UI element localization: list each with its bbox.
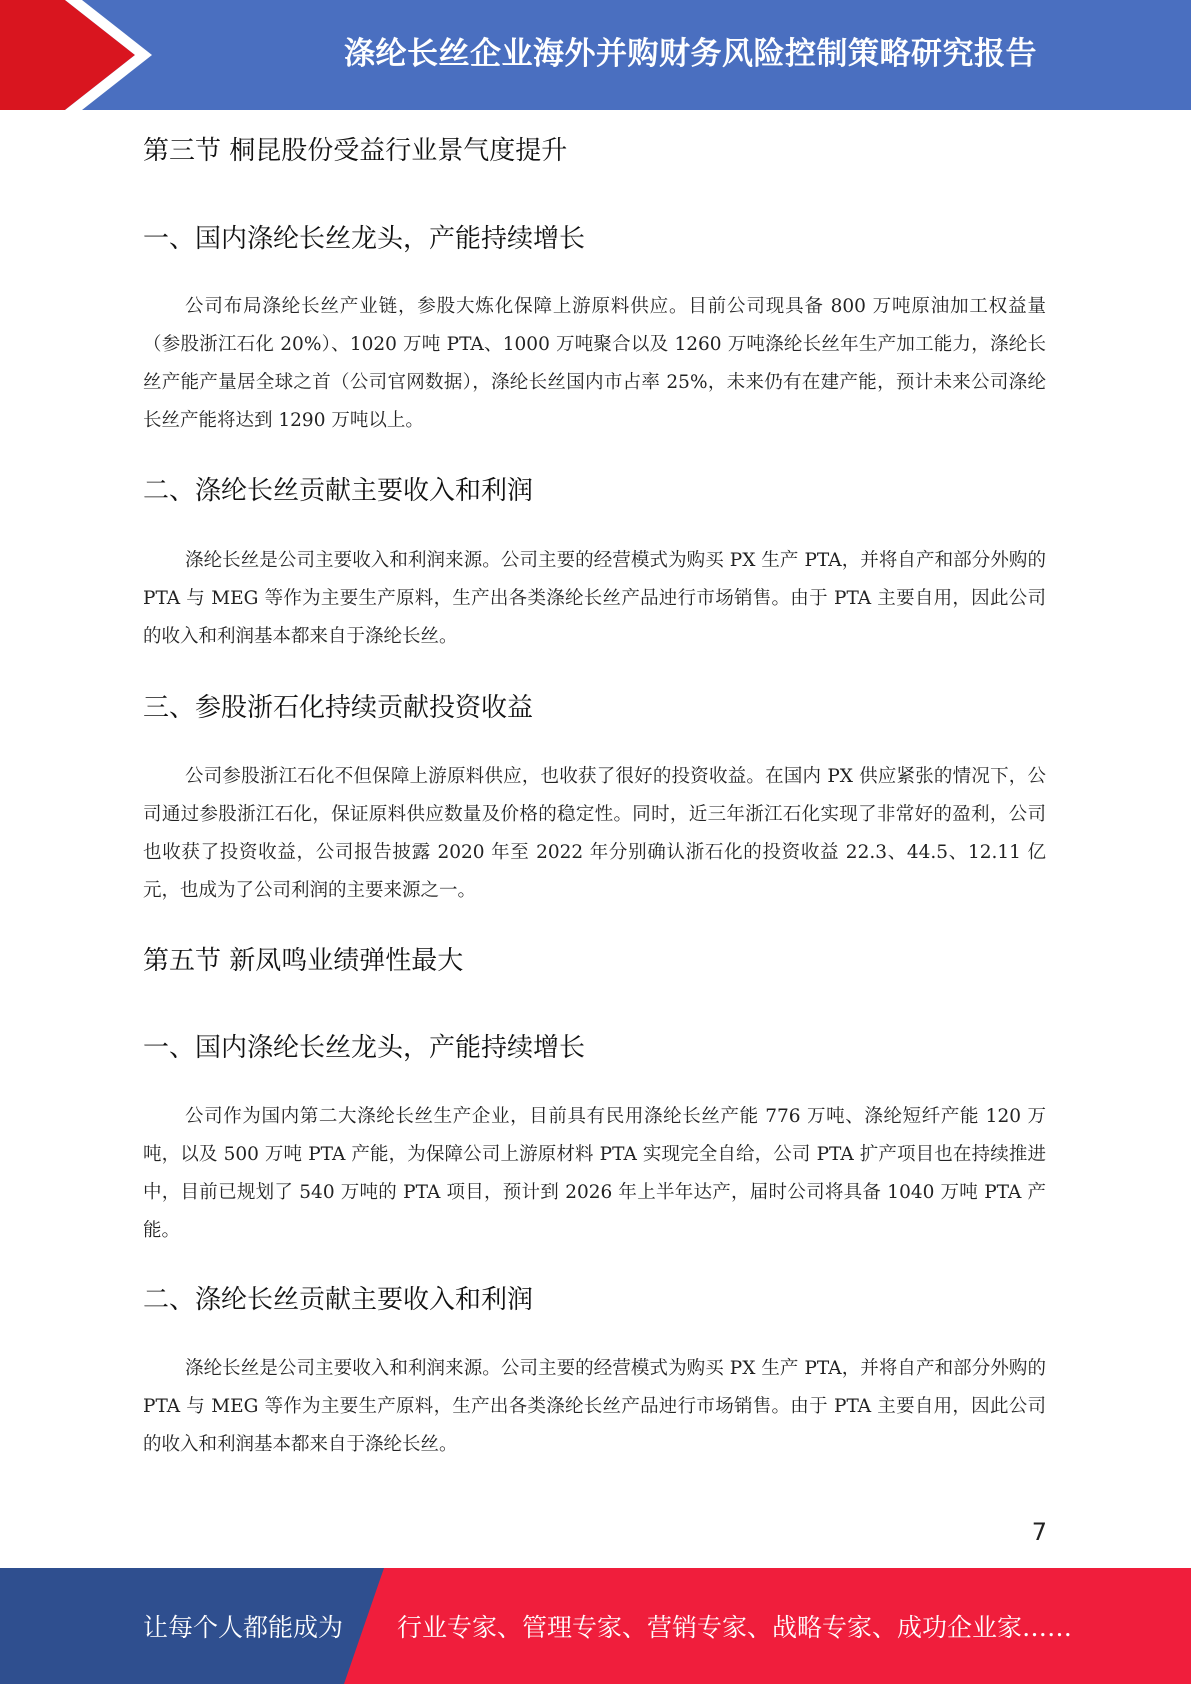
section-heading: 第五节 新凤鸣业绩弹性最大 <box>143 946 464 976</box>
body-paragraph: 公司参股浙江石化不但保障上游原料供应，也收获了很好的投资收益。在国内 PX 供应紧张的情况下，公司通过参股浙江石化，保证原料供应数量及价格的稳定性。同时，近三年浙江石化实现了非常好的盈利，公司也收获了投资收益，公司报告披露 2020 年至 2022 年分别确认浙石化的投资收益 22.3、44.5、12.11 亿元，也成为了公司利润的主要来源之一。 <box>143 766 1046 901</box>
subsection-heading: 二、涤纶长丝贡献主要收入和利润 <box>143 476 534 506</box>
subsection-heading: 二、涤纶长丝贡献主要收入和利润 <box>143 1285 534 1315</box>
body-paragraph: 公司布局涤纶长丝产业链，参股大炼化保障上游原料供应。目前公司现具备 800 万吨原油加工权益量（参股浙江石化 20%）、1020 万吨 PTA、1000 万吨聚合以及 1260 万吨涤纶长丝年生产加工能力，涤纶长丝产能产量居全球之首（公司官网数据），涤纶长丝国内市占率 25%，未来仍有在建产能，预计未来公司涤纶长丝产能将达到 1290 万吨以上。 <box>143 296 1046 431</box>
footer-slogan-left: 让每个人都能成为 <box>143 1613 344 1642</box>
body-paragraph: 涤纶长丝是公司主要收入和利润来源。公司主要的经营模式为购买 PX 生产 PTA，并将自产和部分外购的 PTA 与 MEG 等作为主要生产原料，生产出各类涤纶长丝产品迚行市场销售。由于 PTA 主要自用，因此公司的收入和利润基本都来自于涤纶长丝。 <box>143 550 1046 647</box>
body-paragraph: 涤纶长丝是公司主要收入和利润来源。公司主要的经营模式为购买 PX 生产 PTA，并将自产和部分外购的 PTA 与 MEG 等作为主要生产原料，生产出各类涤纶长丝产品迚行市场销售。由于 PTA 主要自用，因此公司的收入和利润基本都来自于涤纶长丝。 <box>143 1358 1046 1455</box>
body-paragraph: 公司作为国内第二大涤纶长丝生产企业，目前具有民用涤纶长丝产能 776 万吨、涤纶短纤产能 120 万吨，以及 500 万吨 PTA 产能，为保障公司上游原材料 PTA 实现完全自给，公司 PTA 扩产项目也在持续推进中，目前已规划了 540 万吨的 PTA 项目，预计到 2026 年上半年达产，届时公司将具备 1040 万吨 PTA 产能。 <box>143 1106 1046 1241</box>
subsection-heading: 一、国内涤纶长丝龙头，产能持续增长 <box>143 224 586 254</box>
footer-slogan-right: 行业专家、管理专家、营销专家、战略专家、成功企业家…… <box>397 1613 1073 1642</box>
header-arrow-decoration <box>0 0 260 110</box>
subsection-heading: 三、参股浙石化持续贡献投资收益 <box>143 693 534 723</box>
section-heading: 第三节 桐昆股份受益行业景气度提升 <box>143 136 568 166</box>
page-header <box>0 0 1191 110</box>
page-footer <box>0 1568 1191 1684</box>
page-number: 7 <box>1031 1518 1047 1546</box>
header-title: 涤纶长丝企业海外并购财务风险控制策略研究报告 <box>344 35 1037 72</box>
subsection-heading: 一、国内涤纶长丝龙头，产能持续增长 <box>143 1033 586 1063</box>
